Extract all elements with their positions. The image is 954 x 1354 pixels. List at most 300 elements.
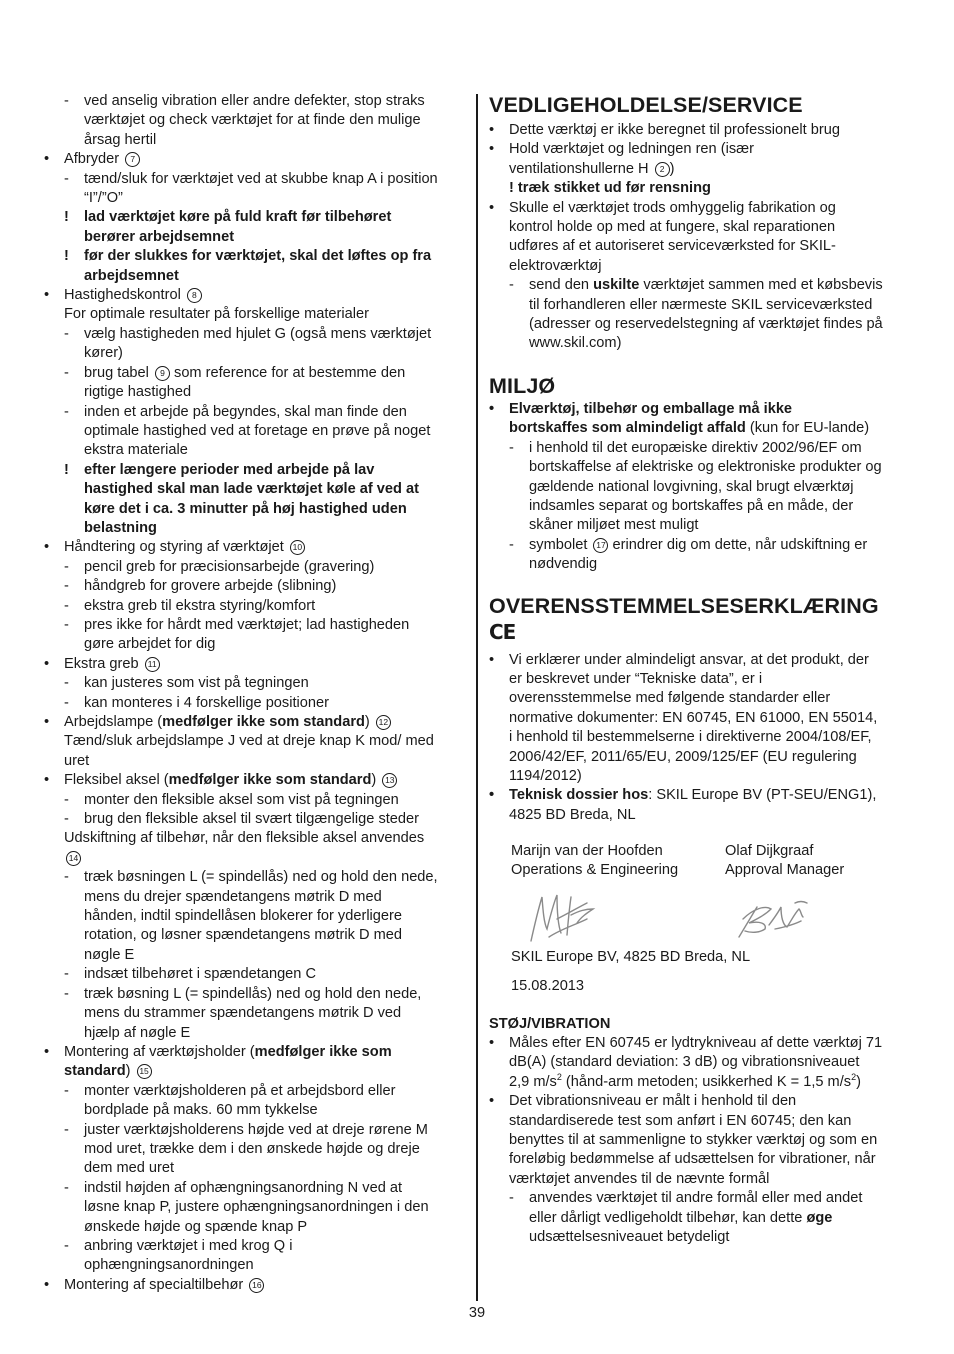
- right-column: [489, 92, 913, 1247]
- list-marker: -: [64, 694, 69, 711]
- list-marker: -: [64, 558, 69, 575]
- text-span: www.skil.com): [529, 335, 622, 352]
- bold-text: berører arbejdsemnet: [84, 228, 235, 245]
- figure-reference-number: 7: [125, 152, 140, 167]
- signature-2-image: [735, 897, 815, 943]
- text-span: hjælp af nøgle E: [84, 1024, 191, 1041]
- text-line: [489, 179, 913, 198]
- text-line: [489, 670, 913, 689]
- service-heading: VEDLIGEHOLDELSE/SERVICE: [489, 93, 803, 117]
- text-line: [489, 516, 913, 535]
- text-line: [44, 597, 468, 616]
- text-line: [44, 208, 468, 227]
- text-line: [489, 237, 913, 256]
- figure-reference-number: 10: [290, 540, 305, 555]
- text-span: monter den fleksible aksel som vist på tegningen: [84, 791, 399, 808]
- text-span: kan monteres i 4 forskellige positioner: [84, 694, 329, 711]
- text-line: [44, 1101, 468, 1120]
- text-line: [44, 480, 468, 499]
- bold-text: hastighed skal man lade værktøjet køle af ved at: [84, 481, 419, 498]
- list-marker: !: [64, 209, 69, 226]
- text-line: [44, 1004, 468, 1023]
- text-span: ekstra greb til ekstra styring/komfort: [84, 597, 316, 614]
- list-marker: •: [44, 151, 50, 168]
- text-line: [44, 111, 468, 130]
- list-marker: •: [44, 655, 50, 672]
- ce-mark-text: CE: [489, 619, 516, 644]
- text-line: [44, 1062, 468, 1081]
- list-marker: •: [489, 199, 495, 216]
- company-line: SKIL Europe BV, 4825 BD Breda, NL: [511, 949, 751, 966]
- list-marker: -: [64, 811, 69, 828]
- bold-text: Elværktøj, tilbehør og emballage må ikke: [509, 400, 793, 417]
- bold-text: før der slukkes for værktøjet, skal det løftes op fra: [84, 248, 432, 265]
- text-span: 2,9 m/s: [509, 1073, 557, 1090]
- text-line: [44, 1276, 468, 1295]
- figure-reference-number: 12: [376, 715, 391, 730]
- text-line: [44, 189, 468, 208]
- text-span: send den: [529, 277, 594, 294]
- page-number: 39: [468, 1305, 486, 1321]
- list-marker: !: [64, 461, 69, 478]
- text-line: [44, 1256, 468, 1275]
- text-span: mod uret, trække dem i den ønskede højde og dreje: [84, 1140, 420, 1157]
- text-span: brug den fleksible aksel til svært tilgængelige steder: [84, 811, 420, 828]
- text-line: [44, 170, 468, 189]
- text-line: [489, 140, 913, 159]
- text-line: [489, 419, 913, 438]
- text-line: [44, 926, 468, 945]
- text-span: Hastighedskontrol: [64, 287, 185, 304]
- text-line: [489, 497, 913, 516]
- bold-text: arbejdsemnet: [84, 267, 179, 284]
- bold-text: øge: [806, 1209, 833, 1226]
- ce-mark: [489, 619, 913, 645]
- declaration-date: 15.08.2013: [511, 977, 585, 994]
- text-span: pencil greb for præcisionsarbejde (gravering): [84, 558, 375, 575]
- text-span: brug tabel: [84, 364, 153, 381]
- bold-text: medfølger ikke som: [254, 1043, 392, 1060]
- text-span: ): [364, 714, 374, 730]
- bold-text: belastning: [84, 519, 157, 536]
- text-span: gøre arbejdet for dig: [84, 636, 216, 653]
- bold-text: efter længere perioder med arbejde på lav: [84, 461, 375, 478]
- text-line: [44, 247, 468, 266]
- text-line: [489, 555, 913, 574]
- text-line: [489, 767, 913, 786]
- list-marker: -: [64, 325, 69, 342]
- text-span: udføres af et autoriseret serviceværksted for SKIL-: [509, 238, 836, 255]
- figure-reference-number: 14: [66, 851, 81, 866]
- bold-text: medfølger ikke som standard: [162, 714, 365, 730]
- text-span: Skulle el værktøjet trods omhyggelig fabrikation og: [509, 199, 836, 216]
- list-marker: -: [509, 277, 514, 294]
- conformity-body: [489, 651, 913, 826]
- signatory-2: [725, 842, 844, 880]
- text-line: [44, 131, 468, 150]
- bold-text: uskilte: [593, 277, 640, 294]
- list-marker: -: [64, 403, 69, 420]
- text-span: ): [371, 772, 381, 789]
- text-span: ventilationshullerne H: [509, 160, 653, 177]
- text-span: Vi erklærer under almindeligt ansvar, at det produkt, der: [509, 651, 869, 668]
- text-span: Fleksibel aksel (: [64, 772, 169, 789]
- text-span: ): [125, 1063, 135, 1080]
- text-line: [489, 121, 913, 140]
- text-span: dB(A) (standard deviation: 3 dB) og vibrationsniveauet: [509, 1054, 860, 1071]
- figure-reference-number: 11: [145, 657, 160, 672]
- text-line: [489, 218, 913, 237]
- list-marker: -: [64, 1082, 69, 1099]
- text-span: anvendes værktøjet til andre formål eller med andet: [529, 1190, 863, 1207]
- text-line: [44, 965, 468, 984]
- list-marker: •: [44, 539, 50, 556]
- text-line: [44, 694, 468, 713]
- text-span: : SKIL Europe BV (PT-SEU/ENG1),: [648, 787, 877, 804]
- signatory-1-title: Operations & Engineering: [511, 862, 679, 879]
- left-column: [44, 92, 468, 1295]
- text-span: symbolet: [529, 536, 592, 553]
- text-span: Dette værktøj er ikke beregnet til professionelt brug: [509, 122, 840, 138]
- text-line: [489, 160, 913, 179]
- text-line: [489, 1150, 913, 1169]
- text-span: værktøjet sammen med et købsbevis: [639, 277, 883, 294]
- text-span: Håndtering og styring af værktøjet: [64, 539, 288, 556]
- text-line: [489, 276, 913, 295]
- text-span: skåner miljøet mest muligt: [529, 517, 699, 534]
- text-line: [44, 305, 468, 324]
- text-line: [44, 791, 468, 810]
- text-span: Udskiftning af tilbehør, når den fleksible aksel anvendes: [64, 830, 425, 847]
- text-span: træk bøsningen L (= spindellås) ned og hold den nede,: [84, 869, 438, 886]
- list-marker: •: [44, 714, 50, 730]
- text-line: [44, 1198, 468, 1217]
- text-span: optimale hastighed ved at foretage en prøve på noget: [84, 422, 431, 439]
- list-marker: -: [64, 675, 69, 692]
- text-span: mens du drejer spændetangens møtrik D med: [84, 888, 382, 905]
- text-line: [44, 267, 468, 286]
- text-span: anbring værktøjet i med krog Q i: [84, 1237, 293, 1254]
- text-span: rotation, og løsner spændetangens møtrik D med: [84, 927, 402, 944]
- text-span: Montering af specialtilbehør: [64, 1276, 248, 1293]
- text-line: [489, 689, 913, 708]
- list-marker: !: [64, 248, 69, 265]
- text-line: [489, 1073, 913, 1092]
- text-line: [44, 1024, 468, 1043]
- list-marker: •: [44, 287, 50, 304]
- list-marker: -: [64, 597, 69, 614]
- text-line: [44, 1082, 468, 1101]
- text-line: [489, 296, 913, 315]
- text-span: Måles efter EN 60745 er lydtrykniveau af dette værktøj 71: [509, 1035, 883, 1051]
- text-line: [44, 616, 468, 635]
- text-span: i henhold til bestemmelserne i direktiverne 2004/108/EF,: [509, 729, 872, 746]
- signatory-1-name: Marijn van der Hoofden: [511, 843, 663, 860]
- text-line: [489, 1034, 913, 1053]
- text-span: bortskaffelse af elektriske og elektroniske produkter og: [529, 459, 882, 476]
- superscript: 2: [851, 1071, 857, 1082]
- text-line: [44, 344, 468, 363]
- text-span: værktøjet anvendes til de nævnte formål: [509, 1170, 770, 1187]
- text-span: tænd/sluk for værktøjet ved at skubbe knap A i position: [84, 170, 438, 187]
- text-line: [44, 1043, 468, 1062]
- text-line: [44, 985, 468, 1004]
- figure-reference-number: 13: [382, 773, 397, 788]
- text-line: [44, 1140, 468, 1159]
- superscript: 2: [556, 1071, 562, 1082]
- text-line: [44, 383, 468, 402]
- list-marker: -: [509, 439, 514, 456]
- text-line: [44, 1121, 468, 1140]
- text-span: monter værktøjsholderen på et arbejdsbord eller: [84, 1082, 396, 1099]
- environment-section: [489, 373, 913, 575]
- list-marker: -: [64, 616, 69, 633]
- text-line: [44, 577, 468, 596]
- text-line: [489, 1131, 913, 1150]
- text-line: [489, 458, 913, 477]
- list-marker: •: [44, 1276, 50, 1293]
- text-line: [44, 752, 468, 771]
- text-span: erindrer dig om dette, når udskiftning er: [608, 536, 868, 553]
- text-span: som reference for at bestemme den: [169, 364, 406, 381]
- text-line: [44, 150, 468, 169]
- text-line: [44, 868, 468, 887]
- list-marker: -: [509, 1190, 514, 1207]
- text-line: [44, 810, 468, 829]
- list-marker: -: [64, 869, 69, 886]
- text-line: [44, 732, 468, 751]
- text-span: ophængningsanordningen: [84, 1257, 254, 1274]
- text-span: foreløbig bedømmelse af udsættelsen for vibrationer, når: [509, 1151, 876, 1168]
- list-marker: •: [489, 122, 495, 138]
- noise-body: [489, 1034, 913, 1247]
- text-span: ekstra materiale: [84, 442, 188, 459]
- text-span: hånden, indtil spindellåsen blokerer for yderligere: [84, 908, 403, 925]
- text-line: [44, 849, 468, 868]
- text-line: [44, 771, 468, 790]
- list-marker: •: [44, 772, 50, 789]
- text-line: [489, 748, 913, 767]
- text-span: Tænd/sluk arbejdslampe J ved at dreje knap K mod/ med: [64, 733, 434, 750]
- text-span: dem med uret: [84, 1160, 175, 1177]
- text-line: [489, 786, 913, 805]
- list-marker: •: [489, 651, 495, 668]
- text-line: [44, 558, 468, 577]
- text-span: bordplade på maks. 60 mm tykkelse: [84, 1102, 318, 1119]
- text-span: årsag hertil: [84, 131, 157, 148]
- text-span: kører): [84, 345, 123, 362]
- text-span: eller dårligt vedligeholdt tilbehør, kan dette: [529, 1209, 807, 1226]
- figure-reference-number: 15: [137, 1064, 152, 1079]
- list-marker: -: [64, 1237, 69, 1254]
- text-line: [489, 257, 913, 276]
- text-line: [44, 286, 468, 305]
- list-marker: -: [64, 791, 69, 808]
- text-line: [44, 888, 468, 907]
- service-section: [489, 92, 913, 354]
- text-line: [44, 946, 468, 965]
- figure-reference-number: 8: [187, 288, 202, 303]
- text-line: [44, 1237, 468, 1256]
- text-span: Hold værktøjet og ledningen ren (især: [509, 141, 754, 158]
- text-line: [44, 325, 468, 344]
- text-span: indstil højden af ophængningsanordning N ved at: [84, 1179, 403, 1196]
- text-line: [44, 1179, 468, 1198]
- text-span: Ekstra greb: [64, 655, 143, 672]
- text-line: [489, 1170, 913, 1189]
- text-span: i henhold til det europæiske direktiv 2002/96/EF om: [529, 439, 862, 456]
- text-line: [44, 500, 468, 519]
- text-line: [44, 92, 468, 111]
- text-span: håndgreb for grovere arbejde (slibning): [84, 578, 337, 595]
- text-span: ): [856, 1073, 861, 1090]
- text-line: [44, 441, 468, 460]
- text-line: [44, 364, 468, 383]
- list-marker: •: [489, 1093, 495, 1110]
- text-span: indsæt tilbehøret i spændetangen C: [84, 966, 317, 983]
- figure-reference-number: 17: [593, 538, 608, 553]
- list-marker: -: [64, 170, 69, 187]
- text-span: ): [669, 160, 675, 177]
- text-line: [489, 1209, 913, 1228]
- text-line: [489, 1189, 913, 1208]
- text-line: [44, 829, 468, 848]
- text-span: For optimale resultater på forskellige materialer: [64, 306, 369, 323]
- text-span: Afbryder: [64, 151, 124, 168]
- text-span: standardiserede test som anført i EN 60745; den kan: [509, 1112, 852, 1129]
- text-span: ønskede højde og spænde knap P: [84, 1218, 308, 1235]
- column-divider: [476, 94, 478, 1301]
- list-marker: -: [64, 966, 69, 983]
- signatory-1: [511, 842, 678, 880]
- environment-heading: MILJØ: [489, 373, 556, 398]
- text-line: [489, 536, 913, 555]
- text-line: [44, 655, 468, 674]
- text-line: [489, 1053, 913, 1072]
- service-body: [489, 121, 913, 354]
- text-line: [489, 334, 913, 353]
- text-span: inden et arbejde på begyndes, skal man finde den: [84, 403, 407, 420]
- signature-1-image: [527, 889, 607, 947]
- conformity-section: [489, 593, 913, 996]
- list-marker: •: [489, 141, 495, 158]
- text-span: 2006/42/EF, 2011/65/EU, 2009/125/EF (EU regulering: [509, 748, 857, 765]
- text-span: træk bøsning L (= spindellås) ned og hold den nede,: [84, 985, 422, 1002]
- list-marker: -: [509, 536, 514, 553]
- list-marker: -: [64, 364, 69, 381]
- bold-text: medfølger ikke som standard: [168, 772, 372, 789]
- list-marker: -: [64, 1121, 69, 1138]
- text-span: vælg hastigheden med hjulet G (også mens værktøjet: [84, 325, 432, 342]
- text-line: [489, 651, 913, 670]
- signatories: [489, 842, 913, 942]
- text-span: uret: [64, 752, 90, 769]
- text-span: udsættelsesniveauet betydeligt: [529, 1229, 730, 1246]
- bold-text: køre det i ca. 3 minutter på høj hastighed uden: [84, 500, 407, 517]
- figure-reference-number: 9: [155, 366, 170, 381]
- text-line: [489, 806, 913, 825]
- text-span: rigtige hastighed: [84, 384, 192, 401]
- text-line: [44, 519, 468, 538]
- text-span: normative dokumenter: EN 60745, EN 61000, EN 55014,: [509, 709, 878, 726]
- text-line: [44, 403, 468, 422]
- list-marker: •: [489, 787, 495, 804]
- text-span: nøgle E: [84, 946, 135, 963]
- text-span: gældende national lovgivning, skal brugt elværktøj: [529, 478, 854, 495]
- text-span: “I”/”O”: [84, 190, 123, 207]
- text-span: benyttes til at sammenligne to stykker værktøj og som en: [509, 1132, 878, 1149]
- bold-text: standard: [64, 1063, 126, 1080]
- text-span: juster værktøjsholderens højde ved at dreje rørene M: [84, 1121, 428, 1138]
- text-span: 1194/2012): [509, 767, 582, 784]
- conformity-heading: OVERENSSTEMMELSESERKLÆRING: [489, 593, 879, 618]
- text-span: overensstemmelse med følgende standarder eller: [509, 690, 831, 707]
- text-span: 4825 BD Breda, NL: [509, 806, 636, 823]
- text-line: [44, 422, 468, 441]
- text-span: (adresser og reservedelstegning af værktøjet findes på: [529, 316, 883, 333]
- text-span: kontrol holde op med at fungere, skal reparationen: [509, 219, 836, 236]
- text-span: Arbejdslampe (: [64, 714, 163, 730]
- text-span: Det vibrationsniveau er målt i henhold til den: [509, 1093, 797, 1110]
- list-marker: -: [64, 578, 69, 595]
- text-span: værktøjet og check værktøjet for at finde den mulige: [84, 112, 421, 129]
- text-line: [44, 1218, 468, 1237]
- text-span: ved anselig vibration eller andre defekter, stop straks: [84, 93, 425, 109]
- text-span: indsamles separat og bortskaffes på en måde, der: [529, 497, 854, 514]
- text-line: [44, 907, 468, 926]
- list-marker: -: [64, 93, 69, 109]
- text-line: [44, 674, 468, 693]
- text-span: Montering af værktøjsholder (: [64, 1043, 255, 1060]
- text-line: [44, 461, 468, 480]
- text-line: [44, 1159, 468, 1178]
- text-line: [489, 315, 913, 334]
- signatory-2-name: Olaf Dijkgraaf: [725, 843, 814, 860]
- text-line: [44, 228, 468, 247]
- bold-text: lad værktøjet køre på fuld kraft før tilbehøret: [84, 209, 392, 226]
- text-span: mens du strammer spændetangens møtrik D ved: [84, 1005, 402, 1022]
- list-marker: -: [64, 1179, 69, 1196]
- text-span: til forhandleren eller nærmeste SKIL serviceværksted: [529, 296, 873, 313]
- noise-section: [489, 1015, 913, 1247]
- environment-body: [489, 400, 913, 575]
- text-span: nødvendig: [529, 556, 598, 573]
- bold-text: Teknisk dossier hos: [509, 787, 649, 804]
- list-marker: -: [64, 985, 69, 1002]
- text-span: løsne knap P, justere ophængningsanordningen i den: [84, 1199, 429, 1216]
- text-line: [489, 400, 913, 419]
- text-line: [489, 1112, 913, 1131]
- text-line: [44, 635, 468, 654]
- text-line: [489, 199, 913, 218]
- bold-text: bortskaffes som almindeligt affald: [509, 420, 746, 437]
- list-marker: •: [489, 1035, 495, 1051]
- figure-reference-number: 2: [655, 162, 670, 177]
- text-line: [44, 538, 468, 557]
- text-span: (kun for EU-lande): [745, 420, 870, 437]
- text-span: (hånd-arm metoden; usikkerhed K = 1,5 m/s: [561, 1073, 852, 1090]
- list-marker: •: [489, 400, 495, 417]
- text-line: [489, 1228, 913, 1247]
- text-line: [489, 478, 913, 497]
- figure-reference-number: 16: [249, 1278, 264, 1293]
- text-line: [489, 1092, 913, 1111]
- noise-heading: STØJ/VIBRATION: [489, 1016, 611, 1032]
- text-line: [44, 713, 468, 732]
- text-line: [489, 709, 913, 728]
- text-line: [489, 439, 913, 458]
- signatory-2-title: Approval Manager: [725, 862, 845, 879]
